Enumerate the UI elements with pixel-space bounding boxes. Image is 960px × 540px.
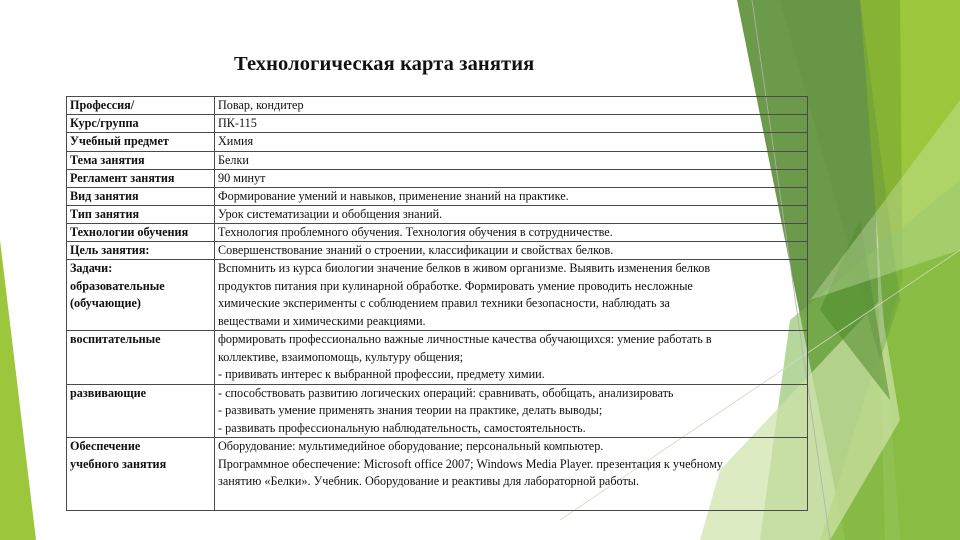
row-label: Тип занятия — [67, 206, 215, 224]
developing-label: развивающие — [67, 384, 215, 438]
tasks-value: Вспомнить из курса биологии значение белков в живом организме. Выявить изменения белков продуктов питания при кулинарной обработке. Формировать умение проводить несложные химические эксперименты с соблюдением правил техники безопасности, наблюдать за веществами и химическими реакциями. — [215, 260, 808, 331]
row-value: Совершенствование знаний о строении, классификации и свойствах белков. — [215, 242, 808, 260]
row-label: Тема занятия — [67, 152, 215, 170]
upbringing-value: формировать профессионально важные личностные качества обучающихся: умение работать в коллективе, взаимопомощь, культуру общения; - прививать интерес к выбранной профессии, предмету химии. — [215, 331, 808, 385]
row-label: Учебный предмет — [67, 133, 215, 152]
row-label: Технологии обучения — [67, 224, 215, 242]
table-row — [67, 133, 808, 152]
table-row-upbringing — [67, 331, 808, 385]
table-row — [67, 224, 808, 242]
table-row — [67, 152, 808, 170]
row-value: ПК-115 — [215, 115, 808, 133]
support-value: Оборудование: мультимедийное оборудование; персональный компьютер. Программное обеспечение: Microsoft office 2007; Windows Media Player. презентация к учебному занятию «Белки». Учебник. Оборудование и реактивы для лабораторной работы. — [215, 438, 808, 511]
support-label: Обеспечение учебного занятия — [67, 438, 215, 511]
row-label: Курс/группа — [67, 115, 215, 133]
row-label: Регламент занятия — [67, 170, 215, 188]
row-label: Цель занятия: — [67, 242, 215, 260]
row-label: Профессия/ — [67, 97, 215, 115]
technology-map-table — [66, 96, 808, 511]
table-row — [67, 206, 808, 224]
upbringing-label: воспитательные — [67, 331, 215, 385]
row-value: Урок систематизации и обобщения знаний. — [215, 206, 808, 224]
table-row — [67, 242, 808, 260]
developing-value: - способствовать развитию логических операций: сравнивать, обобщать, анализировать - развивать умение применять знания теории на практике, делать выводы; - развивать профессиональную наблюдательность, самостоятельность. — [215, 384, 808, 438]
row-value: Формирование умений и навыков, применение знаний на практике. — [215, 188, 808, 206]
page-title: Технологическая карта занятия — [234, 53, 535, 75]
row-value: Химия — [215, 133, 808, 152]
table-row-tasks — [67, 260, 808, 331]
row-value: 90 минут — [215, 170, 808, 188]
table-row — [67, 115, 808, 133]
table-row-developing — [67, 384, 808, 438]
row-value: Повар, кондитер — [215, 97, 808, 115]
tasks-label: Задачи: образовательные (обучающие) — [67, 260, 215, 331]
row-value: Технология проблемного обучения. Технология обучения в сотрудничестве. — [215, 224, 808, 242]
table-row — [67, 97, 808, 115]
table-row — [67, 188, 808, 206]
row-label: Вид занятия — [67, 188, 215, 206]
row-value: Белки — [215, 152, 808, 170]
table-row-support — [67, 438, 808, 511]
table-row — [67, 170, 808, 188]
